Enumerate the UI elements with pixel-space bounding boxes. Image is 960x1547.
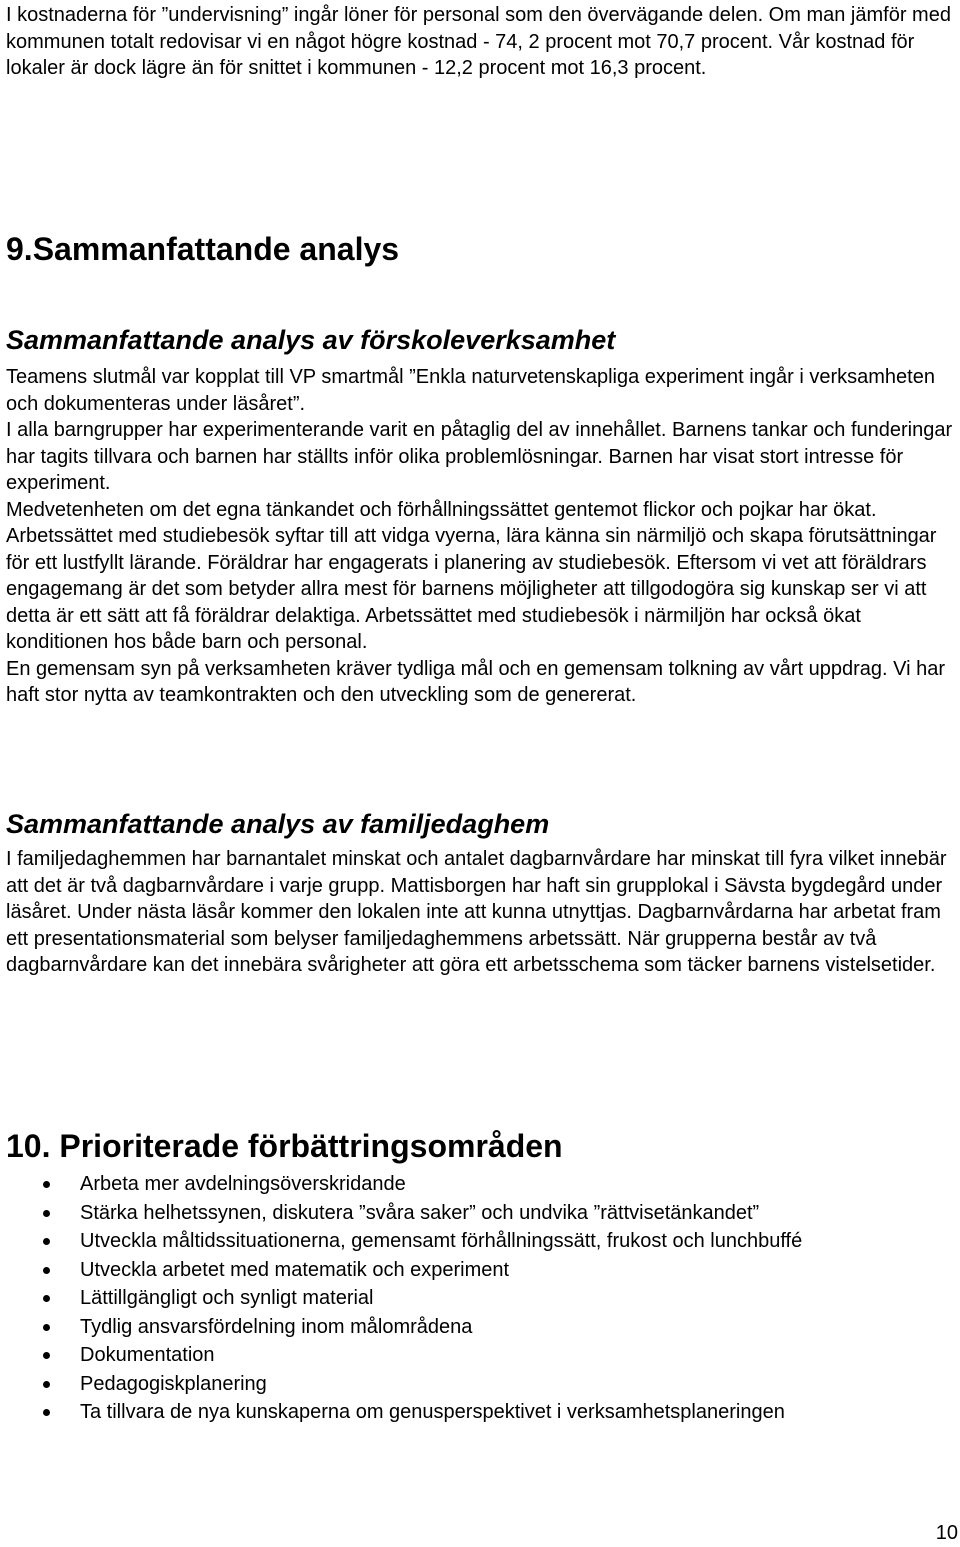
intro-paragraph: I kostnaderna för ”undervisning” ingår löner för personal som den övervägande delen. Om man jämför med kommunen totalt redovisar vi en något högre kostnad - 74, 2 procent mot 70,7 procent. Vår kostnad för lokaler är dock lägre än för snittet i kommunen - 12,2 procent mot 16,3 procent. <box>6 4 951 79</box>
bullet-icon <box>43 1352 50 1359</box>
forskola-paragraph-3: Medvetenheten om det egna tänkandet och förhållningssättet gentemot flickor och pojkar har ökat. <box>6 498 877 521</box>
list-item <box>0 1170 940 1199</box>
bullet-icon <box>43 1381 50 1388</box>
familjedaghem-analysis-body <box>6 846 956 979</box>
priority-list <box>0 1170 940 1427</box>
bullet-icon <box>43 1295 50 1302</box>
forskola-analysis-body <box>6 364 956 709</box>
list-item <box>0 1370 940 1399</box>
section-9-heading: 9.Sammanfattande analys <box>6 231 400 267</box>
bullet-icon <box>43 1267 50 1274</box>
list-item <box>0 1227 940 1256</box>
list-item-text: Lättillgängligt och synligt material <box>80 1287 374 1309</box>
list-item-text: Stärka helhetssynen, diskutera ”svåra saker” och undvika ”rättvisetänkandet” <box>80 1201 760 1224</box>
forskola-paragraph-5: En gemensam syn på verksamheten kräver tydliga mål och en gemensam tolkning av vårt uppdrag. Vi har haft stor nytta av teamkontrakten och den utveckling som de genererat. <box>6 657 946 706</box>
list-item <box>0 1199 940 1228</box>
list-item <box>0 1313 940 1342</box>
list-item-text: Utveckla måltidssituationerna, gemensamt förhållningssätt, frukost och lunchbuffé <box>80 1230 803 1252</box>
list-item-text: Dokumentation <box>80 1344 215 1366</box>
list-item-text: Ta tillvara de nya kunskaperna om genusperspektivet i verksamhetsplaneringen <box>80 1401 785 1423</box>
list-item-text: Utveckla arbetet med matematik och experiment <box>80 1258 510 1281</box>
list-item-text: Arbeta mer avdelningsöverskridande <box>80 1173 406 1195</box>
bullet-icon <box>43 1238 50 1245</box>
list-item <box>0 1341 940 1370</box>
list-item <box>0 1284 940 1313</box>
list-item <box>0 1398 940 1427</box>
section-10-heading: 10. Prioriterade förbättringsområden <box>6 1128 563 1164</box>
forskola-paragraph-2: I alla barngrupper har experimenterande varit en påtaglig del av innehållet. Barnens tankar och funderingar har tagits tillvara och barnen har ställts inför olika problemlösningar. Barnen har visat stort intresse för experiment. <box>6 419 953 494</box>
bullet-icon <box>43 1181 50 1188</box>
forskola-paragraph-1: Teamens slutmål var kopplat till VP smartmål ”Enkla naturvetenskapliga experiment ingår i verksamheten och dokumenteras under läsåret”. <box>6 366 935 415</box>
list-item-text: Pedagogiskplanering <box>80 1372 267 1395</box>
bullet-icon <box>43 1324 50 1331</box>
list-item-text: Tydlig ansvarsfördelning inom målområdena <box>80 1315 473 1338</box>
familjedaghem-paragraph: I familjedaghemmen har barnantalet minskat och antalet dagbarnvårdare har minskat till fyra vilket innebär att det är två dagbarnvårdare i varje grupp. Mattisborgen har haft sin gruppl​okal i Sävsta bygdegård under läsåret. Under nästa läsår kommer den lokalen inte att kunna utnyttjas. Dagbarnvårdarna har arbetat fram ett presentationsmaterial som belyser familjedaghemmens arbetssätt. När grupperna består av två dagbarnvårdare kan det innebära svårigheter att göra ett arbetsschema som täcker barnens vistelsetider. <box>6 848 947 976</box>
list-item <box>0 1256 940 1285</box>
page-number: 10 <box>935 1522 958 1544</box>
bullet-icon <box>43 1409 50 1416</box>
forskola-paragraph-4: Arbetssättet med studiebesök syftar till att vidga vyerna, lära känna sin närmiljö och skapa förutsättningar för ett lustfyllt lärande. Föräldrar har engagerats i planering av studiebesök. Eftersom vi vet att föräldrars engagemang är det som betyder allra mest för barnens möjligheter att tillgodogöra sig kunskap ser vi att detta är ett sätt att få föräldrar delaktiga. Arbetssättet med studiebesök i närmiljön har också ökat konditionen hos både barn och personal. <box>6 525 937 653</box>
familjedaghem-analysis-heading: Sammanfattande analys av familjedaghem <box>6 809 550 839</box>
bullet-icon <box>43 1210 50 1217</box>
forskola-analysis-heading: Sammanfattande analys av förskoleverksamhet <box>6 325 616 355</box>
